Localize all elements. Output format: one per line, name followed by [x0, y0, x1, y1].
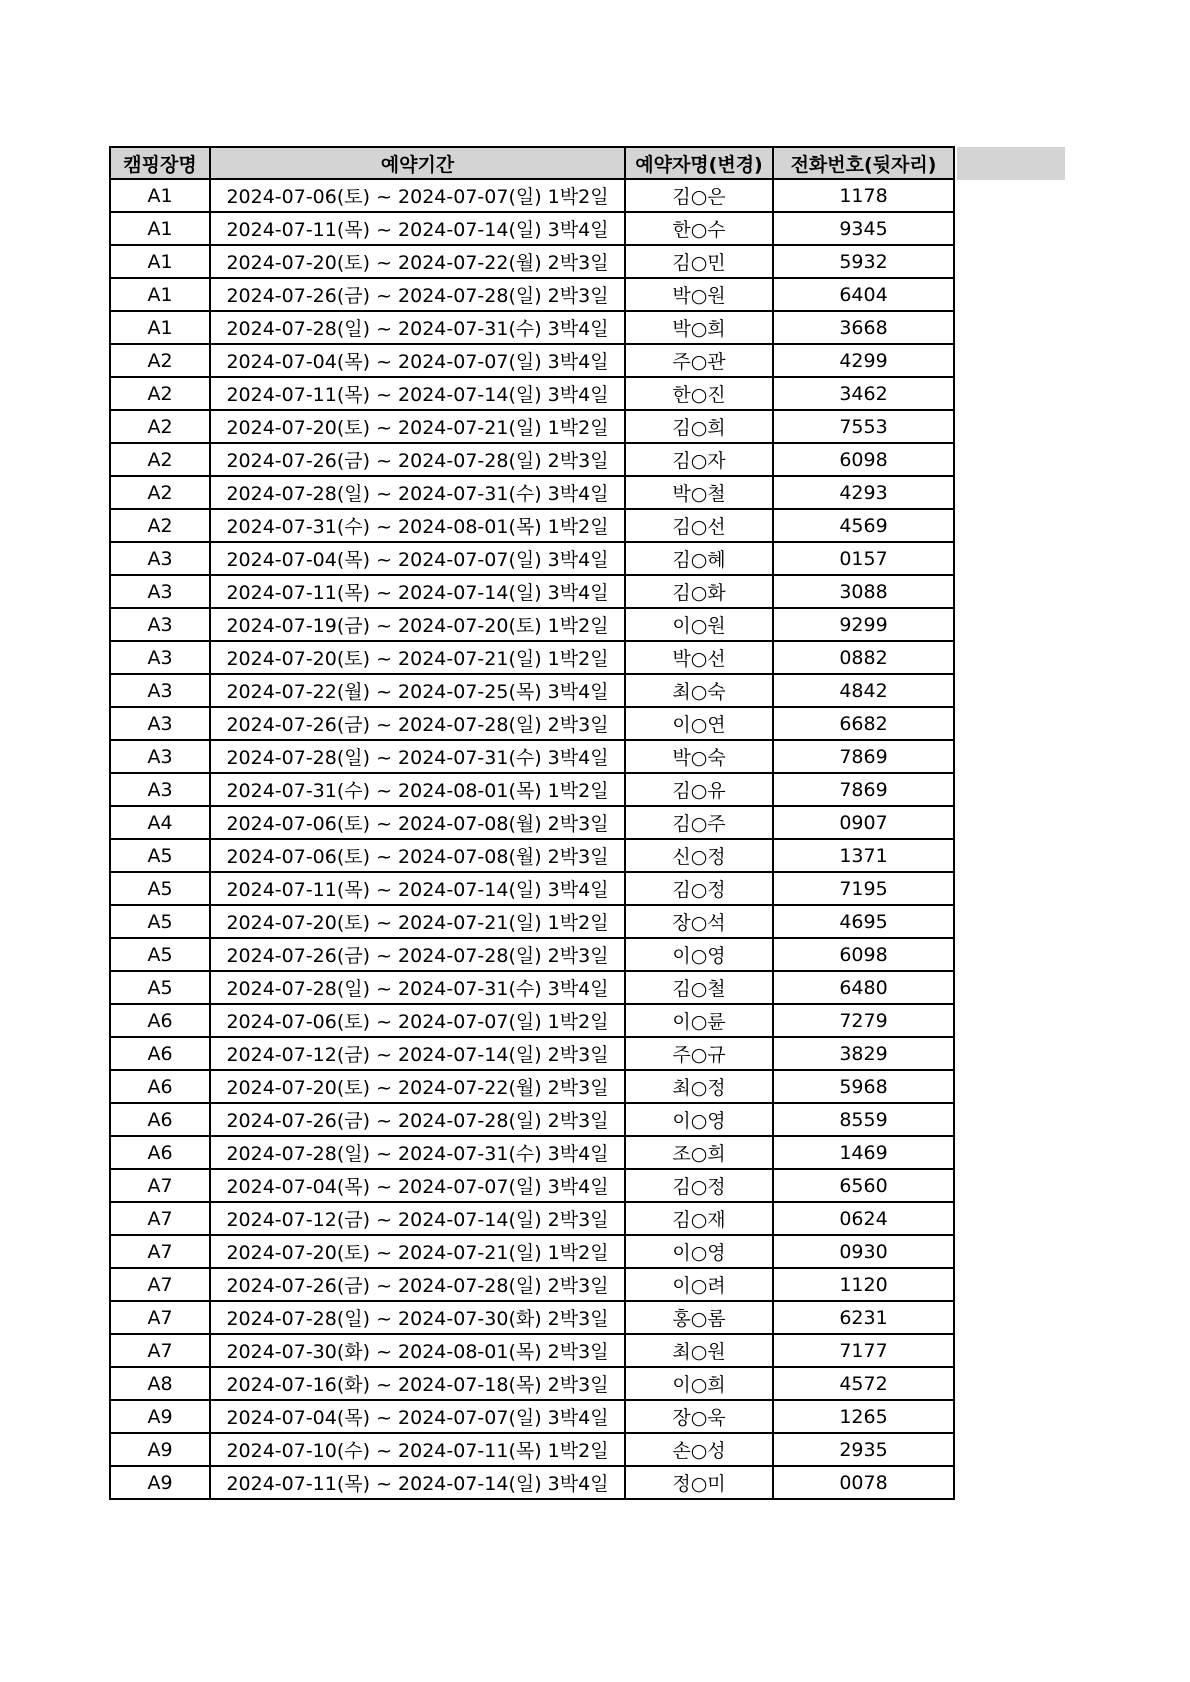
cell-phone: 7177 — [773, 1334, 954, 1367]
cell-campsite: A1 — [110, 278, 210, 311]
table-row — [110, 1466, 954, 1499]
cell-period: 2024-07-20(토) ~ 2024-07-22(월) 2박3일 — [210, 1070, 625, 1103]
cell-reserver: 김○혜 — [625, 542, 773, 575]
table-row — [110, 938, 954, 971]
table-row — [110, 311, 954, 344]
table-row — [110, 674, 954, 707]
cell-reserver: 정○미 — [625, 1466, 773, 1499]
cell-reserver: 김○희 — [625, 410, 773, 443]
cell-phone: 7869 — [773, 773, 954, 806]
cell-period: 2024-07-26(금) ~ 2024-07-28(일) 2박3일 — [210, 1268, 625, 1301]
cell-phone: 1469 — [773, 1136, 954, 1169]
table-row — [110, 1136, 954, 1169]
cell-reserver: 김○주 — [625, 806, 773, 839]
table-row — [110, 1169, 954, 1202]
cell-phone: 6404 — [773, 278, 954, 311]
cell-reserver: 홍○롬 — [625, 1301, 773, 1334]
cell-campsite: A9 — [110, 1400, 210, 1433]
cell-period: 2024-07-04(목) ~ 2024-07-07(일) 3박4일 — [210, 344, 625, 377]
cell-period: 2024-07-11(목) ~ 2024-07-14(일) 3박4일 — [210, 377, 625, 410]
cell-campsite: A3 — [110, 674, 210, 707]
cell-reserver: 박○희 — [625, 311, 773, 344]
cell-period: 2024-07-20(토) ~ 2024-07-21(일) 1박2일 — [210, 410, 625, 443]
table-row — [110, 212, 954, 245]
cell-reserver: 이○려 — [625, 1268, 773, 1301]
table-row — [110, 971, 954, 1004]
cell-campsite: A3 — [110, 575, 210, 608]
cell-reserver: 이○영 — [625, 938, 773, 971]
table-row — [110, 839, 954, 872]
cell-campsite: A7 — [110, 1268, 210, 1301]
table-row — [110, 1070, 954, 1103]
cell-period: 2024-07-04(목) ~ 2024-07-07(일) 3박4일 — [210, 542, 625, 575]
cell-period: 2024-07-28(일) ~ 2024-07-31(수) 3박4일 — [210, 311, 625, 344]
header-reserver: 예약자명(변경) — [625, 147, 773, 179]
cell-reserver: 이○륜 — [625, 1004, 773, 1037]
cell-reserver: 김○화 — [625, 575, 773, 608]
cell-reserver: 김○자 — [625, 443, 773, 476]
cell-reserver: 최○정 — [625, 1070, 773, 1103]
cell-campsite: A6 — [110, 1136, 210, 1169]
table-body — [110, 179, 954, 1499]
cell-campsite: A2 — [110, 410, 210, 443]
table-row — [110, 1334, 954, 1367]
cell-period: 2024-07-28(일) ~ 2024-07-31(수) 3박4일 — [210, 971, 625, 1004]
cell-period: 2024-07-20(토) ~ 2024-07-22(월) 2박3일 — [210, 245, 625, 278]
cell-period: 2024-07-26(금) ~ 2024-07-28(일) 2박3일 — [210, 707, 625, 740]
cell-phone: 3668 — [773, 311, 954, 344]
cell-reserver: 박○선 — [625, 641, 773, 674]
table-row — [110, 1400, 954, 1433]
cell-campsite: A2 — [110, 476, 210, 509]
cell-campsite: A1 — [110, 245, 210, 278]
cell-period: 2024-07-22(월) ~ 2024-07-25(목) 3박4일 — [210, 674, 625, 707]
table-row — [110, 707, 954, 740]
cell-phone: 1371 — [773, 839, 954, 872]
cell-period: 2024-07-11(목) ~ 2024-07-14(일) 3박4일 — [210, 1466, 625, 1499]
cell-period: 2024-07-20(토) ~ 2024-07-21(일) 1박2일 — [210, 1235, 625, 1268]
cell-phone: 0930 — [773, 1235, 954, 1268]
cell-reserver: 최○숙 — [625, 674, 773, 707]
cell-reserver: 김○정 — [625, 872, 773, 905]
cell-period: 2024-07-19(금) ~ 2024-07-20(토) 1박2일 — [210, 608, 625, 641]
table-row — [110, 278, 954, 311]
cell-period: 2024-07-04(목) ~ 2024-07-07(일) 3박4일 — [210, 1400, 625, 1433]
cell-campsite: A6 — [110, 1070, 210, 1103]
cell-campsite: A6 — [110, 1103, 210, 1136]
cell-phone: 1120 — [773, 1268, 954, 1301]
cell-period: 2024-07-04(목) ~ 2024-07-07(일) 3박4일 — [210, 1169, 625, 1202]
cell-reserver: 이○원 — [625, 608, 773, 641]
cell-reserver: 박○철 — [625, 476, 773, 509]
cell-reserver: 김○선 — [625, 509, 773, 542]
header-row — [110, 147, 954, 179]
cell-phone: 3462 — [773, 377, 954, 410]
cell-phone: 0624 — [773, 1202, 954, 1235]
cell-phone: 6480 — [773, 971, 954, 1004]
cell-phone: 7553 — [773, 410, 954, 443]
cell-phone: 4299 — [773, 344, 954, 377]
table-row — [110, 1268, 954, 1301]
table-row — [110, 377, 954, 410]
header-phone: 전화번호(뒷자리) — [773, 147, 954, 179]
table-row — [110, 641, 954, 674]
table-row — [110, 1367, 954, 1400]
cell-period: 2024-07-06(토) ~ 2024-07-07(일) 1박2일 — [210, 179, 625, 212]
cell-phone: 4695 — [773, 905, 954, 938]
cell-campsite: A3 — [110, 773, 210, 806]
table-row — [110, 476, 954, 509]
cell-phone: 0157 — [773, 542, 954, 575]
table-row — [110, 344, 954, 377]
cell-reserver: 최○원 — [625, 1334, 773, 1367]
table-row — [110, 740, 954, 773]
table-row — [110, 443, 954, 476]
reservation-table — [109, 146, 955, 1500]
cell-period: 2024-07-30(화) ~ 2024-08-01(목) 2박3일 — [210, 1334, 625, 1367]
cell-phone: 7869 — [773, 740, 954, 773]
cell-campsite: A3 — [110, 542, 210, 575]
table-row — [110, 509, 954, 542]
cell-campsite: A5 — [110, 872, 210, 905]
table-row — [110, 773, 954, 806]
cell-campsite: A1 — [110, 311, 210, 344]
table-row — [110, 872, 954, 905]
cell-campsite: A2 — [110, 344, 210, 377]
cell-phone: 6098 — [773, 443, 954, 476]
cell-reserver: 주○관 — [625, 344, 773, 377]
cell-phone: 4572 — [773, 1367, 954, 1400]
cell-phone: 2935 — [773, 1433, 954, 1466]
table-row — [110, 806, 954, 839]
cell-reserver: 한○수 — [625, 212, 773, 245]
cell-period: 2024-07-20(토) ~ 2024-07-21(일) 1박2일 — [210, 641, 625, 674]
cell-period: 2024-07-31(수) ~ 2024-08-01(목) 1박2일 — [210, 509, 625, 542]
cell-campsite: A9 — [110, 1466, 210, 1499]
table-row — [110, 1235, 954, 1268]
cell-campsite: A4 — [110, 806, 210, 839]
cell-period: 2024-07-11(목) ~ 2024-07-14(일) 3박4일 — [210, 872, 625, 905]
cell-reserver: 김○철 — [625, 971, 773, 1004]
cell-period: 2024-07-16(화) ~ 2024-07-18(목) 2박3일 — [210, 1367, 625, 1400]
table-row — [110, 410, 954, 443]
table-row — [110, 245, 954, 278]
table-row — [110, 1433, 954, 1466]
cell-period: 2024-07-26(금) ~ 2024-07-28(일) 2박3일 — [210, 938, 625, 971]
cell-phone: 0907 — [773, 806, 954, 839]
cell-period: 2024-07-28(일) ~ 2024-07-31(수) 3박4일 — [210, 1136, 625, 1169]
cell-phone: 6098 — [773, 938, 954, 971]
cell-reserver: 한○진 — [625, 377, 773, 410]
cell-campsite: A7 — [110, 1334, 210, 1367]
cell-reserver: 이○영 — [625, 1103, 773, 1136]
cell-reserver: 이○희 — [625, 1367, 773, 1400]
cell-campsite: A3 — [110, 641, 210, 674]
cell-reserver: 장○욱 — [625, 1400, 773, 1433]
cell-reserver: 이○연 — [625, 707, 773, 740]
header-campsite: 캠핑장명 — [110, 147, 210, 179]
cell-phone: 6682 — [773, 707, 954, 740]
cell-reserver: 박○원 — [625, 278, 773, 311]
header-shaded-extension — [957, 147, 1065, 180]
cell-campsite: A7 — [110, 1235, 210, 1268]
cell-period: 2024-07-31(수) ~ 2024-08-01(목) 1박2일 — [210, 773, 625, 806]
cell-campsite: A2 — [110, 377, 210, 410]
cell-campsite: A3 — [110, 707, 210, 740]
cell-phone: 4842 — [773, 674, 954, 707]
cell-campsite: A1 — [110, 212, 210, 245]
header-period: 예약기간 — [210, 147, 625, 179]
cell-reserver: 김○재 — [625, 1202, 773, 1235]
cell-campsite: A8 — [110, 1367, 210, 1400]
cell-campsite: A5 — [110, 905, 210, 938]
cell-period: 2024-07-06(토) ~ 2024-07-08(월) 2박3일 — [210, 839, 625, 872]
cell-reserver: 이○영 — [625, 1235, 773, 1268]
cell-reserver: 김○은 — [625, 179, 773, 212]
cell-phone: 1178 — [773, 179, 954, 212]
cell-phone: 6560 — [773, 1169, 954, 1202]
cell-campsite: A7 — [110, 1301, 210, 1334]
cell-phone: 4293 — [773, 476, 954, 509]
cell-campsite: A5 — [110, 971, 210, 1004]
cell-reserver: 손○성 — [625, 1433, 773, 1466]
cell-phone: 3088 — [773, 575, 954, 608]
cell-campsite: A6 — [110, 1037, 210, 1070]
cell-period: 2024-07-26(금) ~ 2024-07-28(일) 2박3일 — [210, 1103, 625, 1136]
cell-reserver: 김○유 — [625, 773, 773, 806]
cell-reserver: 신○정 — [625, 839, 773, 872]
cell-phone: 5932 — [773, 245, 954, 278]
cell-reserver: 김○민 — [625, 245, 773, 278]
table-row — [110, 1037, 954, 1070]
cell-campsite: A2 — [110, 509, 210, 542]
cell-period: 2024-07-12(금) ~ 2024-07-14(일) 2박3일 — [210, 1202, 625, 1235]
cell-campsite: A7 — [110, 1169, 210, 1202]
cell-phone: 0882 — [773, 641, 954, 674]
cell-phone: 5968 — [773, 1070, 954, 1103]
cell-campsite: A3 — [110, 740, 210, 773]
table-row — [110, 608, 954, 641]
cell-period: 2024-07-28(일) ~ 2024-07-30(화) 2박3일 — [210, 1301, 625, 1334]
cell-reserver: 장○석 — [625, 905, 773, 938]
table-row — [110, 542, 954, 575]
cell-period: 2024-07-20(토) ~ 2024-07-21(일) 1박2일 — [210, 905, 625, 938]
cell-phone: 7279 — [773, 1004, 954, 1037]
cell-period: 2024-07-11(목) ~ 2024-07-14(일) 3박4일 — [210, 212, 625, 245]
cell-campsite: A6 — [110, 1004, 210, 1037]
table-row — [110, 1004, 954, 1037]
cell-phone: 4569 — [773, 509, 954, 542]
cell-phone: 1265 — [773, 1400, 954, 1433]
cell-reserver: 박○숙 — [625, 740, 773, 773]
cell-period: 2024-07-28(일) ~ 2024-07-31(수) 3박4일 — [210, 740, 625, 773]
cell-phone: 3829 — [773, 1037, 954, 1070]
cell-phone: 8559 — [773, 1103, 954, 1136]
table-row — [110, 179, 954, 212]
cell-period: 2024-07-28(일) ~ 2024-07-31(수) 3박4일 — [210, 476, 625, 509]
cell-campsite: A7 — [110, 1202, 210, 1235]
cell-phone: 7195 — [773, 872, 954, 905]
cell-phone: 9299 — [773, 608, 954, 641]
cell-period: 2024-07-26(금) ~ 2024-07-28(일) 2박3일 — [210, 278, 625, 311]
cell-period: 2024-07-11(목) ~ 2024-07-14(일) 3박4일 — [210, 575, 625, 608]
cell-period: 2024-07-06(토) ~ 2024-07-07(일) 1박2일 — [210, 1004, 625, 1037]
table-row — [110, 1202, 954, 1235]
table-row — [110, 1103, 954, 1136]
cell-phone: 0078 — [773, 1466, 954, 1499]
cell-campsite: A5 — [110, 938, 210, 971]
cell-period: 2024-07-26(금) ~ 2024-07-28(일) 2박3일 — [210, 443, 625, 476]
cell-campsite: A9 — [110, 1433, 210, 1466]
table-row — [110, 1301, 954, 1334]
cell-reserver: 주○규 — [625, 1037, 773, 1070]
cell-reserver: 조○희 — [625, 1136, 773, 1169]
table-row — [110, 905, 954, 938]
cell-phone: 9345 — [773, 212, 954, 245]
cell-campsite: A3 — [110, 608, 210, 641]
cell-campsite: A1 — [110, 179, 210, 212]
cell-period: 2024-07-06(토) ~ 2024-07-08(월) 2박3일 — [210, 806, 625, 839]
cell-campsite: A5 — [110, 839, 210, 872]
cell-period: 2024-07-12(금) ~ 2024-07-14(일) 2박3일 — [210, 1037, 625, 1070]
cell-phone: 6231 — [773, 1301, 954, 1334]
cell-period: 2024-07-10(수) ~ 2024-07-11(목) 1박2일 — [210, 1433, 625, 1466]
cell-campsite: A2 — [110, 443, 210, 476]
table-row — [110, 575, 954, 608]
cell-reserver: 김○정 — [625, 1169, 773, 1202]
